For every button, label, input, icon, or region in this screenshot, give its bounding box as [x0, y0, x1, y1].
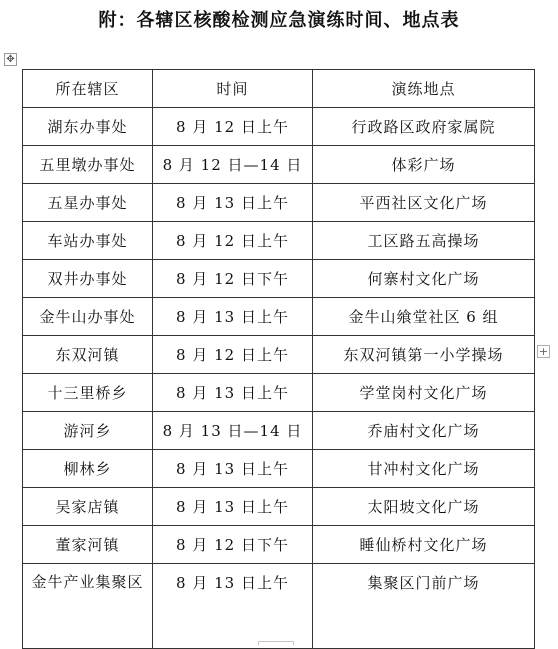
time-cell: 8 月 12 日上午 — [153, 108, 313, 146]
table-row — [23, 450, 535, 488]
district-cell: 游河乡 — [23, 412, 153, 450]
drill-schedule-table — [22, 69, 535, 649]
district-cell: 东双河镇 — [23, 336, 153, 374]
time-cell: 8 月 12 日下午 — [153, 260, 313, 298]
location-cell: 东双河镇第一小学操场 — [313, 336, 535, 374]
district-cell: 车站办事处 — [23, 222, 153, 260]
time-cell: 8 月 12 日下午 — [153, 526, 313, 564]
location-cell: 何寨村文化广场 — [313, 260, 535, 298]
district-cell: 十三里桥乡 — [23, 374, 153, 412]
header-time: 时间 — [153, 70, 313, 108]
district-cell: 董家河镇 — [23, 526, 153, 564]
location-cell: 睡仙桥村文化广场 — [313, 526, 535, 564]
time-cell: 8 月 13 日上午 — [153, 298, 313, 336]
district-cell: 金牛山办事处 — [23, 298, 153, 336]
time-cell: 8 月 13 日上午 — [153, 564, 313, 649]
time-cell: 8 月 12 日上午 — [153, 336, 313, 374]
table-header-row — [23, 70, 535, 108]
district-cell: 金牛产业集聚区 — [23, 564, 153, 649]
time-cell: 8 月 13 日—14 日 — [153, 412, 313, 450]
table-row — [23, 374, 535, 412]
location-cell: 乔庙村文化广场 — [313, 412, 535, 450]
time-cell: 8 月 13 日上午 — [153, 488, 313, 526]
time-cell: 8 月 13 日上午 — [153, 450, 313, 488]
table-row — [23, 146, 535, 184]
time-cell: 8 月 12 日—14 日 — [153, 146, 313, 184]
table-row — [23, 260, 535, 298]
time-cell: 8 月 12 日上午 — [153, 222, 313, 260]
location-cell: 行政路区政府家属院 — [313, 108, 535, 146]
table-row — [23, 488, 535, 526]
location-cell: 太阳坡文化广场 — [313, 488, 535, 526]
header-district: 所在辖区 — [23, 70, 153, 108]
location-cell: 集聚区门前广场 — [313, 564, 535, 649]
table-row — [23, 298, 535, 336]
location-cell: 体彩广场 — [313, 146, 535, 184]
table-move-handle-icon[interactable]: ✥ — [4, 53, 17, 66]
location-cell: 学堂岗村文化广场 — [313, 374, 535, 412]
district-cell: 湖东办事处 — [23, 108, 153, 146]
header-location: 演练地点 — [313, 70, 535, 108]
document-title: 附：各辖区核酸检测应急演练时间、地点表 — [98, 10, 460, 31]
location-cell: 工区路五高操场 — [313, 222, 535, 260]
location-cell: 甘冲村文化广场 — [313, 450, 535, 488]
time-cell: 8 月 13 日上午 — [153, 184, 313, 222]
district-cell: 双井办事处 — [23, 260, 153, 298]
table-row — [23, 336, 535, 374]
district-cell: 柳林乡 — [23, 450, 153, 488]
table-row — [23, 222, 535, 260]
time-cell: 8 月 13 日上午 — [153, 374, 313, 412]
table-add-column-icon[interactable]: + — [538, 345, 549, 358]
table-row — [23, 184, 535, 222]
district-cell: 五星办事处 — [23, 184, 153, 222]
table-row — [23, 526, 535, 564]
district-cell: 吴家店镇 — [23, 488, 153, 526]
location-cell: 平西社区文化广场 — [313, 184, 535, 222]
table-row — [23, 108, 535, 146]
location-cell: 金牛山飨堂社区 6 组 — [313, 298, 535, 336]
table-row — [23, 412, 535, 450]
district-cell: 五里墩办事处 — [23, 146, 153, 184]
table-row — [23, 564, 535, 649]
table-resize-handle[interactable] — [258, 641, 294, 645]
